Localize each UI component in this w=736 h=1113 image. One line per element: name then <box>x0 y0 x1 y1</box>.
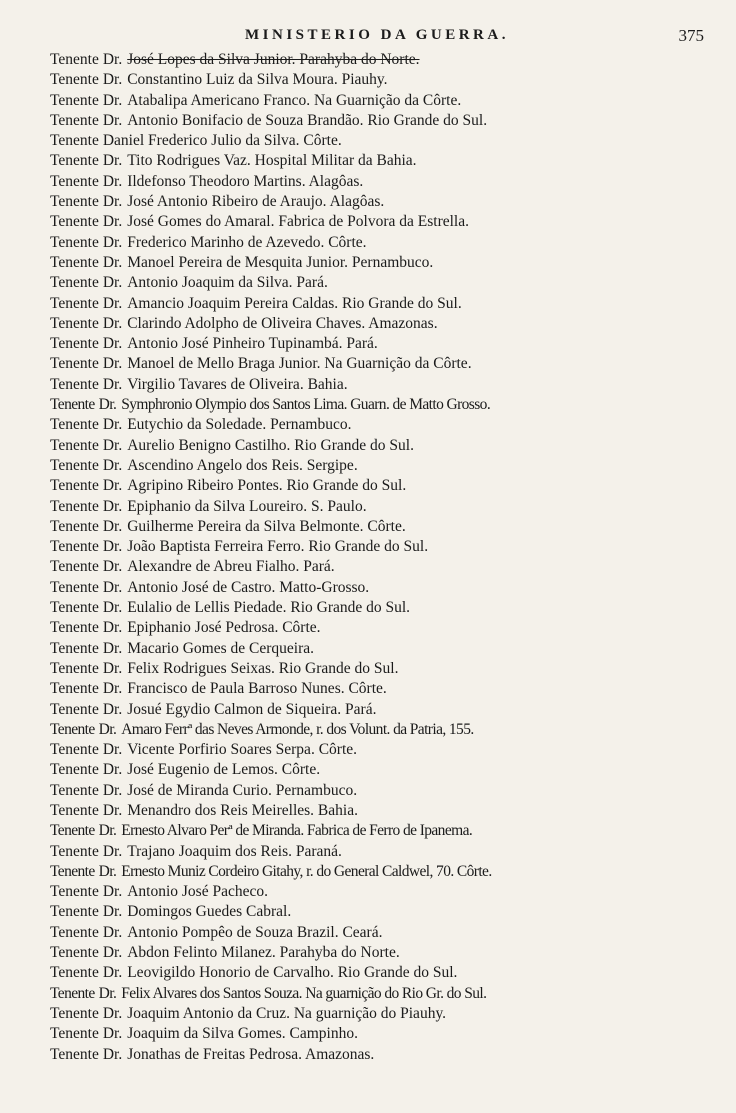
rank-label: Tenente <box>50 51 99 68</box>
title-label: Dr. <box>102 801 123 819</box>
officer-entry <box>50 740 704 760</box>
officer-name-location: Domingos Guedes Cabral. <box>127 903 292 921</box>
rank-label: Tenente <box>50 903 99 921</box>
officer-name-location: Vicente Porfirio Soares Serpa. Côrte. <box>127 741 358 759</box>
officer-entry <box>50 557 704 577</box>
title-label: Dr. <box>98 396 117 414</box>
officer-name-location: Symphronio Olympio dos Santos Lima. Guarn. de Matto Grosso. <box>121 396 491 414</box>
title-label: Dr. <box>102 314 123 332</box>
officer-entry <box>50 801 704 821</box>
officer-entry <box>50 334 704 354</box>
officer-name-location: Menandro dos Reis Meirelles. Bahia. <box>127 801 358 819</box>
title-label: Dr. <box>102 193 123 211</box>
officer-name-location: José Lopes da Silva Junior. Parahyba do Norte. <box>127 51 420 68</box>
rank-label: Tenente <box>50 741 99 759</box>
title-label: Dr. <box>102 416 123 434</box>
rank-label: Tenente <box>50 639 99 657</box>
title-label: Dr. <box>102 497 123 515</box>
title-label: Dr. <box>102 91 123 109</box>
officer-entry <box>50 578 704 598</box>
rank-label: Tenente <box>50 274 99 292</box>
title-label: Dr. <box>102 1004 123 1022</box>
officer-entry <box>50 192 704 212</box>
officer-entry <box>50 151 704 171</box>
officer-entry <box>50 760 704 780</box>
rank-label: Tenente <box>50 1045 99 1063</box>
officer-entry <box>50 294 704 314</box>
rank-label: Tenente <box>50 984 95 1002</box>
rank-label: Tenente <box>50 314 99 332</box>
title-label: Dr. <box>102 172 123 190</box>
title-label: Dr. <box>102 599 123 617</box>
title-label: Dr. <box>98 822 117 840</box>
officer-name-location: Antonio Bonifacio de Souza Brandão. Rio Grande do Sul. <box>127 111 488 129</box>
title-label: Dr. <box>102 639 123 657</box>
officer-entry <box>50 111 704 131</box>
officer-entry <box>50 821 704 841</box>
rank-label: Tenente <box>50 599 99 617</box>
officer-entry <box>50 456 704 476</box>
officer-name-location: Joaquim Antonio da Cruz. Na guarnição do Piauhy. <box>127 1004 447 1022</box>
rank-label: Tenente <box>50 781 99 799</box>
officer-name-location: Abdon Felinto Milanez. Parahyba do Norte. <box>127 944 400 962</box>
rank-label: Tenente <box>50 842 99 860</box>
officer-entry <box>50 659 704 679</box>
officer-name-location: José de Miranda Curio. Pernambuco. <box>127 781 358 799</box>
title-label: Dr. <box>102 680 123 698</box>
rank-label: Tenente <box>50 253 99 271</box>
officer-entry <box>50 984 704 1004</box>
officer-entry <box>50 963 704 983</box>
rank-label: Tenente <box>50 720 95 738</box>
title-label: Dr. <box>102 578 123 596</box>
rank-label: Tenente <box>50 761 99 779</box>
rank-label: Tenente <box>50 172 99 190</box>
officer-entry <box>50 395 704 415</box>
title-label: Dr. <box>102 964 123 982</box>
officer-entry <box>50 253 704 273</box>
title-label: Dr. <box>102 741 123 759</box>
officer-entry <box>50 70 704 90</box>
officer-name-location: Josué Egydio Calmon de Siqueira. Pará. <box>127 700 377 718</box>
officer-name-location: Epiphanio José Pedrosa. Côrte. <box>127 619 321 637</box>
title-label: Dr. <box>102 517 123 535</box>
title-label: Dr. <box>102 619 123 637</box>
officer-list <box>50 50 704 1065</box>
officer-entry <box>50 273 704 293</box>
title-label: Dr. <box>102 761 123 779</box>
title-label: Dr. <box>102 923 123 941</box>
rank-label: Tenente <box>50 335 99 353</box>
title-label: Dr. <box>102 274 123 292</box>
rank-label: Tenente <box>50 538 99 556</box>
rank-label: Tenente <box>50 132 99 150</box>
rank-label: Tenente <box>50 517 99 535</box>
officer-name-location: Agripino Ribeiro Pontes. Rio Grande do Sul. <box>127 477 407 495</box>
title-label: Dr. <box>102 842 123 860</box>
title-label: Dr. <box>102 233 123 251</box>
rank-label: Tenente <box>50 923 99 941</box>
officer-entry <box>50 354 704 374</box>
rank-label: Tenente <box>50 396 95 414</box>
rank-label: Tenente <box>50 233 99 251</box>
officer-entry <box>50 700 704 720</box>
rank-label: Tenente <box>50 213 99 231</box>
officer-name-location: Macario Gomes de Cerqueira. <box>127 639 315 657</box>
title-label: Dr. <box>102 436 123 454</box>
title-label: Dr. <box>102 558 123 576</box>
title-label: Dr. <box>102 944 123 962</box>
page-header <box>50 22 704 46</box>
rank-label: Tenente <box>50 801 99 819</box>
officer-name-location: Antonio José Pinheiro Tupinambá. Pará. <box>127 335 378 353</box>
rank-label: Tenente <box>50 375 99 393</box>
officer-name-location: Daniel Frederico Julio da Silva. Côrte. <box>102 132 342 150</box>
rank-label: Tenente <box>50 822 95 840</box>
rank-label: Tenente <box>50 659 99 677</box>
officer-entry <box>50 923 704 943</box>
officer-name-location: Ascendino Angelo dos Reis. Sergipe. <box>127 456 358 474</box>
officer-entry <box>50 172 704 192</box>
officer-name-location: Alexandre de Abreu Fialho. Pará. <box>127 558 335 576</box>
officer-name-location: José Antonio Ribeiro de Araujo. Alagôas. <box>127 193 385 211</box>
rank-label: Tenente <box>50 91 99 109</box>
officer-name-location: Antonio Pompêo de Souza Brazil. Ceará. <box>127 923 383 941</box>
officer-name-location: Trajano Joaquim dos Reis. Paraná. <box>127 842 342 860</box>
officer-name-location: Antonio Joaquim da Silva. Pará. <box>127 274 328 292</box>
rank-label: Tenente <box>50 193 99 211</box>
officer-entry <box>50 679 704 699</box>
officer-entry <box>50 375 704 395</box>
title-label: Dr. <box>102 1045 123 1063</box>
officer-name-location: Amaro Ferrª das Neves Armonde, r. dos Volunt. da Patria, 155. <box>121 720 474 738</box>
officer-name-location: Epiphanio da Silva Loureiro. S. Paulo. <box>127 497 367 515</box>
officer-entry <box>50 1045 704 1065</box>
title-label: Dr. <box>102 538 123 556</box>
rank-label: Tenente <box>50 578 99 596</box>
officer-name-location: Tito Rodrigues Vaz. Hospital Militar da Bahia. <box>127 152 417 170</box>
rank-label: Tenente <box>50 71 99 89</box>
officer-name-location: Joaquim da Silva Gomes. Campinho. <box>127 1025 358 1043</box>
rank-label: Tenente <box>50 700 99 718</box>
officer-name-location: Virgilio Tavares de Oliveira. Bahia. <box>127 375 348 393</box>
officer-entry <box>50 902 704 922</box>
rank-label: Tenente <box>50 883 99 901</box>
title-label: Dr. <box>102 213 123 231</box>
officer-entry <box>50 781 704 801</box>
officer-name-location: Felix Rodrigues Seixas. Rio Grande do Sul. <box>127 659 399 677</box>
rank-label: Tenente <box>50 944 99 962</box>
officer-entry <box>50 882 704 902</box>
officer-name-location: Ernesto Muniz Cordeiro Gitahy, r. do General Caldwel, 70. Côrte. <box>121 862 492 880</box>
officer-entry <box>50 91 704 111</box>
officer-name-location: José Eugenio de Lemos. Côrte. <box>127 761 321 779</box>
title-label: Dr. <box>102 51 123 68</box>
officer-name-location: Jonathas de Freitas Pedrosa. Amazonas. <box>127 1045 375 1063</box>
title-label: Dr. <box>102 477 123 495</box>
rank-label: Tenente <box>50 619 99 637</box>
officer-entry <box>50 842 704 862</box>
officer-name-location: Manoel Pereira de Mesquita Junior. Pernambuco. <box>127 253 434 271</box>
rank-label: Tenente <box>50 862 95 880</box>
title-label: Dr. <box>102 456 123 474</box>
officer-name-location: Atabalipa Americano Franco. Na Guarnição da Côrte. <box>127 91 462 109</box>
title-label: Dr. <box>98 984 117 1002</box>
title-label: Dr. <box>102 375 123 393</box>
title-label: Dr. <box>98 862 117 880</box>
officer-name-location: Manoel de Mello Braga Junior. Na Guarnição da Côrte. <box>127 355 472 373</box>
officer-name-location: Amancio Joaquim Pereira Caldas. Rio Grande do Sul. <box>127 294 462 312</box>
officer-name-location: João Baptista Ferreira Ferro. Rio Grande do Sul. <box>127 538 429 556</box>
officer-entry <box>50 517 704 537</box>
page-number: 375 <box>678 26 704 45</box>
officer-name-location: Eutychio da Soledade. Pernambuco. <box>127 416 352 434</box>
officer-entry <box>50 1024 704 1044</box>
officer-name-location: Francisco de Paula Barroso Nunes. Côrte. <box>127 680 387 698</box>
rank-label: Tenente <box>50 111 99 129</box>
title-label: Dr. <box>102 253 123 271</box>
running-title: MINISTERIO DA GUERRA. <box>245 27 509 43</box>
title-label: Dr. <box>102 355 123 373</box>
title-label: Dr. <box>102 700 123 718</box>
officer-entry <box>50 720 704 740</box>
title-label: Dr. <box>102 903 123 921</box>
title-label: Dr. <box>102 335 123 353</box>
rank-label: Tenente <box>50 1004 99 1022</box>
officer-entry <box>50 50 704 70</box>
rank-label: Tenente <box>50 355 99 373</box>
officer-name-location: Felix Alvares dos Santos Souza. Na guarnição do Rio Gr. do Sul. <box>121 984 487 1002</box>
officer-entry <box>50 415 704 435</box>
title-label: Dr. <box>102 659 123 677</box>
officer-entry <box>50 943 704 963</box>
rank-label: Tenente <box>50 152 99 170</box>
officer-name-location: Ernesto Alvaro Perª de Miranda. Fabrica de Ferro de Ipanema. <box>121 822 473 840</box>
officer-entry <box>50 497 704 517</box>
title-label: Dr. <box>102 71 123 89</box>
rank-label: Tenente <box>50 456 99 474</box>
title-label: Dr. <box>102 294 123 312</box>
title-label: Dr. <box>102 883 123 901</box>
officer-entry <box>50 598 704 618</box>
officer-name-location: Antonio José de Castro. Matto-Grosso. <box>127 578 370 596</box>
title-label: Dr. <box>102 1025 123 1043</box>
rank-label: Tenente <box>50 497 99 515</box>
rank-label: Tenente <box>50 477 99 495</box>
rank-label: Tenente <box>50 680 99 698</box>
officer-name-location: Guilherme Pereira da Silva Belmonte. Côrte. <box>127 517 406 535</box>
officer-entry <box>50 476 704 496</box>
officer-entry <box>50 618 704 638</box>
officer-entry <box>50 436 704 456</box>
officer-entry <box>50 537 704 557</box>
officer-entry <box>50 639 704 659</box>
officer-entry <box>50 314 704 334</box>
officer-entry <box>50 131 704 151</box>
officer-name-location: Aurelio Benigno Castilho. Rio Grande do Sul. <box>127 436 414 454</box>
rank-label: Tenente <box>50 294 99 312</box>
officer-name-location: Constantino Luiz da Silva Moura. Piauhy. <box>127 71 388 89</box>
officer-name-location: Clarindo Adolpho de Oliveira Chaves. Amazonas. <box>127 314 438 332</box>
officer-name-location: Leovigildo Honorio de Carvalho. Rio Grande do Sul. <box>127 964 458 982</box>
rank-label: Tenente <box>50 416 99 434</box>
officer-entry <box>50 233 704 253</box>
officer-name-location: Antonio José Pacheco. <box>127 883 268 901</box>
officer-name-location: Ildefonso Theodoro Martins. Alagôas. <box>127 172 364 190</box>
rank-label: Tenente <box>50 558 99 576</box>
officer-entry <box>50 862 704 882</box>
title-label: Dr. <box>102 111 123 129</box>
officer-entry <box>50 1004 704 1024</box>
officer-name-location: Eulalio de Lellis Piedade. Rio Grande do Sul. <box>127 599 411 617</box>
rank-label: Tenente <box>50 436 99 454</box>
rank-label: Tenente <box>50 964 99 982</box>
officer-name-location: Frederico Marinho de Azevedo. Côrte. <box>127 233 367 251</box>
officer-entry <box>50 212 704 232</box>
title-label: Dr. <box>102 152 123 170</box>
title-label: Dr. <box>98 720 117 738</box>
title-label: Dr. <box>102 781 123 799</box>
rank-label: Tenente <box>50 1025 99 1043</box>
officer-name-location: José Gomes do Amaral. Fabrica de Polvora da Estrella. <box>127 213 469 231</box>
